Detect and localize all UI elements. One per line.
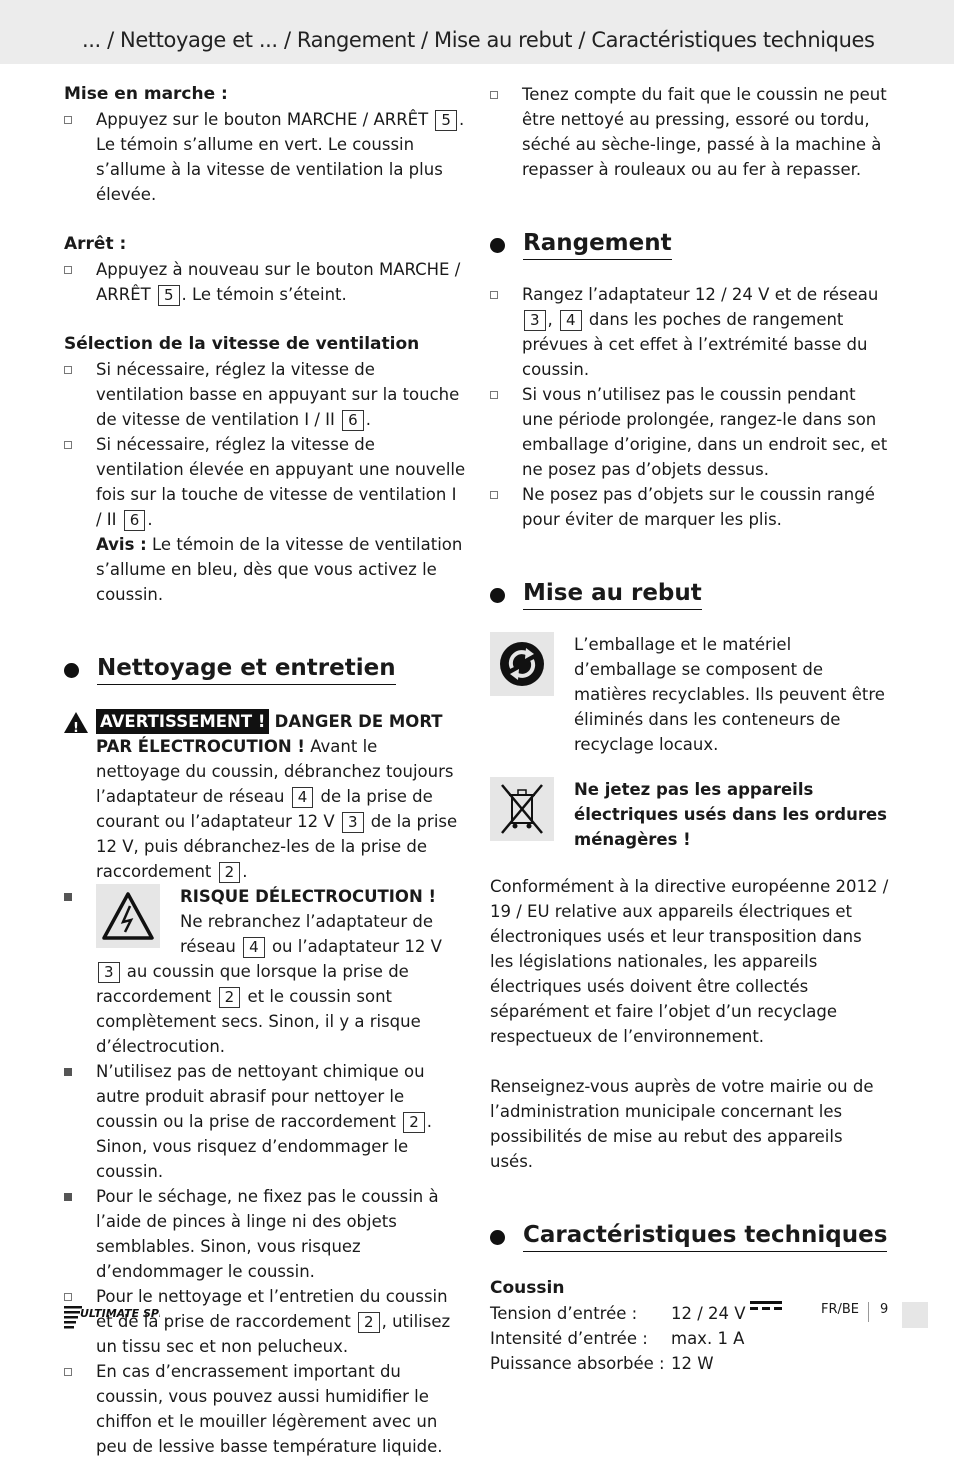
arret-heading: Arrêt :	[64, 234, 127, 254]
list-item: Appuyez sur le bouton MARCHE / ARRÊT 5 . Le témoin s’allume en vert. Le coussin s’allume à la vitesse de ventilation la plus élevée.	[64, 107, 466, 207]
left-column	[64, 82, 466, 1459]
bullet-dot-icon	[490, 588, 505, 603]
directive-paragraph: Conformément à la directive européenne 2012 / 19 / EU relative aux appareils électriques et électroniques usés et leur transposition dans les législations nationales, les appareils électriques usés doivent être collectés séparément et faire l’objet d’un recyclage respectueux de l’environnement.	[490, 877, 889, 1046]
warning-block: ! AVERTISSEMENT ! DANGER DE MORT PAR ÉLECTROCUTION ! Avant le nettoyage du coussin, débranchez toujours l’adaptateur de réseau 4 de la prise de courant ou l’adaptateur 12 V 3 de la prise 12 V, puis débranchez-les de la prise de raccordement 2 .	[64, 709, 466, 884]
packaging-block	[490, 632, 890, 757]
coussin-heading: Coussin	[490, 1278, 565, 1298]
spec-row: Puissance absorbée : 12 W	[490, 1354, 714, 1373]
section-rangement: Rangement	[490, 230, 890, 260]
list-item: Appuyez à nouveau sur le bouton MARCHE / ARRÊT 5 . Le témoin s’éteint.	[64, 257, 466, 307]
list-item: En cas d’encrassement important du coussin, vous pouvez aussi humidifier le chiffon et le mouiller légèrement avec un peu de lessive basse température liquide.	[64, 1359, 466, 1459]
list-item: Si nécessaire, réglez la vitesse de ventilation basse en appuyant sur la touche de vitesse de ventilation I / II 6 .	[64, 357, 466, 432]
list-item: Pour le nettoyage et l’entretien du coussin et de la prise de raccordement 2 , utilisez un tissu sec et non pelucheux.	[64, 1284, 466, 1359]
list-item-electrocution: RISQUE DÉLECTROCUTION ! Ne rebranchez l’adaptateur de réseau 4 ou l’adaptateur 12 V 3 au coussin que lorsque la prise de raccordement 2 et le coussin sont complètement secs. Sinon, il y a risque d’électrocution.	[64, 884, 466, 1059]
section-mise-au-rebut: Mise au rebut	[490, 580, 890, 610]
recycling-green-dot-icon	[490, 632, 554, 696]
ultimate-speed-logo-icon	[64, 1303, 160, 1331]
bullet-dot-icon	[490, 1230, 505, 1245]
high-voltage-icon	[96, 884, 160, 948]
list-item: N’utilisez pas de nettoyant chimique ou autre produit abrasif pour nettoyer le coussin ou la prise de raccordement 2 . Sinon, vous risquez d’endommager le coussin.	[64, 1059, 466, 1184]
weee-text: Ne jetez pas les appareils électriques usés dans les ordures ménagères !	[574, 780, 887, 849]
ref-number: 6	[342, 410, 364, 431]
language-code: FR/BE	[821, 1302, 860, 1317]
spec-row: Tension d’entrée : 12 / 24 V	[490, 1301, 890, 1326]
dc-symbol-icon	[750, 1301, 782, 1326]
page-tab-marker	[902, 1302, 928, 1328]
ref-number: 6	[124, 510, 146, 531]
avis-label: Avis :	[96, 535, 147, 554]
page-number: 9	[880, 1302, 889, 1317]
right-column	[490, 82, 890, 1376]
crossed-bin-icon	[490, 777, 554, 841]
packaging-text: L’emballage et le matériel d’emballage se composent de matières recyclables. Ils peuvent être éliminés dans les conteneurs de recyclage locaux.	[574, 635, 885, 754]
svg-text:ULTIMATE SPEED: ULTIMATE SP	[80, 1307, 159, 1320]
mairie-paragraph: Renseignez-vous auprès de votre mairie ou de l’administration municipale concernant les possibilités de mise au rebut des appareils usés.	[490, 1077, 874, 1171]
selection-heading: Sélection de la vitesse de ventilation	[64, 334, 420, 354]
brand-logo	[64, 1303, 160, 1331]
page-title: ... / Nettoyage et ... / Rangement / Mise au rebut / Caractéristiques techniques	[82, 28, 875, 52]
weee-block	[490, 777, 890, 852]
spec-row: Intensité d’entrée : max. 1 A	[490, 1329, 745, 1348]
list-item: Si nécessaire, réglez la vitesse de ventilation élevée en appuyant une nouvelle fois sur la touche de vitesse de ventilation I / II 6 . Avis : Le témoin de la vitesse de ventilation s’allume en bleu, dès que vous activez le coussin.	[64, 432, 466, 607]
warning-triangle-icon	[64, 712, 88, 733]
footer-divider	[868, 1302, 869, 1322]
page-header	[0, 0, 954, 64]
list-item: Ne posez pas d’objets sur le coussin rangé pour éviter de marquer les plis.	[490, 482, 890, 532]
list-item: Tenez compte du fait que le coussin ne peut être nettoyé au pressing, essoré ou tordu, séché au sèche-linge, passé à la machine à repasser à rouleaux ou au fer à repasser.	[490, 82, 890, 182]
bullet-dot-icon	[64, 663, 79, 678]
mise-en-marche-heading: Mise en marche :	[64, 84, 228, 104]
ref-number: 5	[435, 110, 457, 131]
list-item: Pour le séchage, ne fixez pas le coussin à l’aide de pinces à linge ni des objets semblables. Sinon, vous risquez d’endommager le coussin.	[64, 1184, 466, 1284]
section-nettoyage: Nettoyage et entretien	[64, 655, 466, 685]
list-item: Si vous n’utilisez pas le coussin pendant une période prolongée, rangez-le dans son emballage d’origine, dans un endroit sec, et ne posez pas d’objets dessus.	[490, 382, 890, 482]
ref-number: 5	[158, 285, 180, 306]
list-item: Rangez l’adaptateur 12 / 24 V et de réseau 3 , 4 dans les poches de rangement prévues à cet effet à l’extrémité basse du coussin.	[490, 282, 890, 382]
warning-badge: AVERTISSEMENT !	[96, 709, 269, 734]
section-tech: Caractéristiques techniques	[490, 1222, 890, 1252]
bullet-dot-icon	[490, 238, 505, 253]
